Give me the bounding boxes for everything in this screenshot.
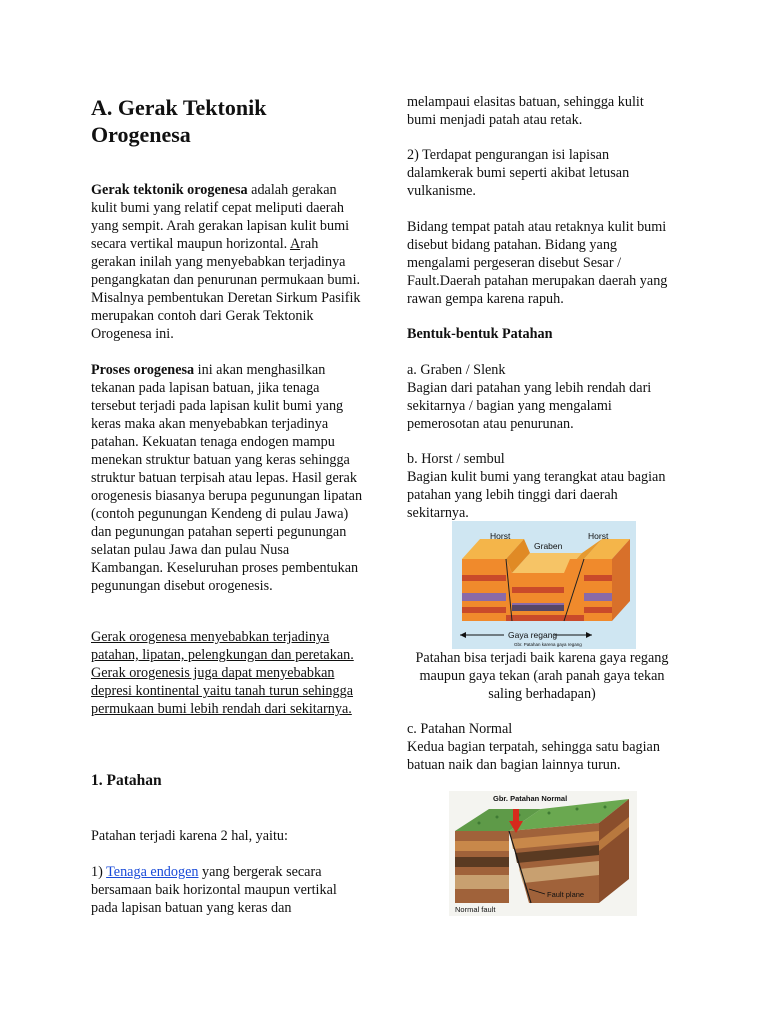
item-horst [407,450,679,522]
paragraph-tenaga-endogen [91,863,357,917]
item-graben-title: a. Graben / Slenk [407,362,506,378]
figure-caption-graben-horst: Patahan bisa terjadi baik karena gaya regang maupun gaya tekan (arah panah gaya tekan saling berhadapan) [415,650,669,702]
item-graben [407,361,677,433]
item-patahan-normal-desc: Kedua bagian terpatah, sehingga satu bagian batuan naik dan bagian lainnya turun. [407,739,660,773]
paragraph-gerak-tektonik [91,181,361,343]
label-figure-small-caption: Gbr. Patahan karena gaya regang [514,642,582,647]
item-horst-desc: Bagian kulit bumi yang terangkat atau bagian patahan yang lebih tinggi dari daerah sekitarnya. [407,469,666,521]
normal-fault-diagram [449,791,637,916]
text-span: yang bergerak secara bersamaan baik horizontal maupun vertikal pada lapisan batuan yang keras dan [91,864,337,916]
text-span: adalah gerakan kulit bumi yang relatif cepat meliputi daerah yang sempit. Arah gerakan lapisan kulit bumi secara vertikal maupun horizontal. [91,182,350,252]
underlined-letter: A [289,236,301,252]
title-line-1: A. Gerak Tektonik [91,95,267,120]
text-span: rah gerakan inilah yang menyebabkan terjadinya pengangkatan dan penurunan permukaan bumi. Misalnya pembentukan Deretan Sirkum Pasifik merupakan contoh dari Gerak Tektonik Orogenesa ini. [91,236,361,342]
paragraph-depresi-kontinental: Gerak orogenesa menyebabkan terjadinya patahan, lipatan, pelengkungan dan peretakan. Gerak orogenesis juga dapat menyebabkan depresi kontinental yaitu tanah turun sehingga permukaan bumi lebih rendah dari sekitarnya. [91,629,354,717]
label-fault-plane: Fault plane [547,890,585,899]
graben-horst-diagram [452,521,636,649]
label-gaya-regang: Gaya regang [508,630,558,640]
label-horst-right: Horst [588,531,609,541]
heading-bentuk-patahan [407,325,552,343]
item-graben-desc: Bagian dari patahan yang lebih rendah dari sekitarnya / bagian yang mengalami pemerosotan atau penurunan. [407,380,652,432]
heading-patahan: 1. Patahan [91,772,162,789]
figure-patahan-normal [449,791,637,916]
title-line-2: Orogenesa [91,122,191,147]
item-patahan-normal-title: c. Patahan Normal [407,721,513,737]
figure-graben-horst [452,521,636,649]
item-patahan-normal [407,720,679,774]
text-span: ini akan menghasilkan tekanan pada lapisan batuan, jika tenaga tersebut terjadi pada lapisan kulit bumi yang keras maka akan menyebabkan terjadinya patahan. Kekuatan tenaga endogen mampu menekan struktur batuan yang keras sehingga struktur batuan terpisah atau lepas. Hasil gerak orogenesis biasanya berupa pegunungan lipatan (contoh pegunungan Kendeng di pulau Jawa) dan pegunungan patahan seperti pegunungan selatan pulau Jawa dan pulau Nusa Kambangan. Keseluruhan proses pembentukan pegunungan disebut orogenesis. [91,362,363,594]
term-proses-orogenesa: Proses orogenesa [91,362,195,378]
text-span: Bentuk-bentuk Patahan [407,326,553,342]
text-span: 1) [91,864,107,880]
paragraph-bidang-patahan: Bidang tempat patah atau retaknya kulit bumi disebut bidang patahan. Bidang yang mengalami pergeseran disebut Sesar / Fault.Daerah patahan merupakan daerah yang rawan gempa karena rapuh. [407,219,668,307]
link-tenaga-endogen[interactable]: Tenaga endogen [106,864,199,880]
item-horst-title: b. Horst / sembul [407,451,505,467]
page-title [91,94,371,148]
label-horst-left: Horst [490,531,511,541]
label-normal-fault: Normal fault [455,905,496,914]
paragraph-pengurangan-isi: 2) Terdapat pengurangan isi lapisan dalamkerak bumi seperti akibat letusan vulkanisme. [407,147,630,199]
label-patahan-normal: Gbr. Patahan Normal [493,794,568,803]
label-graben: Graben [534,541,563,551]
paragraph-elasitas: melampaui elasitas batuan, sehingga kulit bumi menjadi patah atau retak. [407,94,644,128]
term-gerak-tektonik: Gerak tektonik orogenesa [91,182,248,198]
paragraph-proses-orogenesa [91,361,363,595]
paragraph-patahan-intro: Patahan terjadi karena 2 hal, yaitu: [91,828,288,844]
